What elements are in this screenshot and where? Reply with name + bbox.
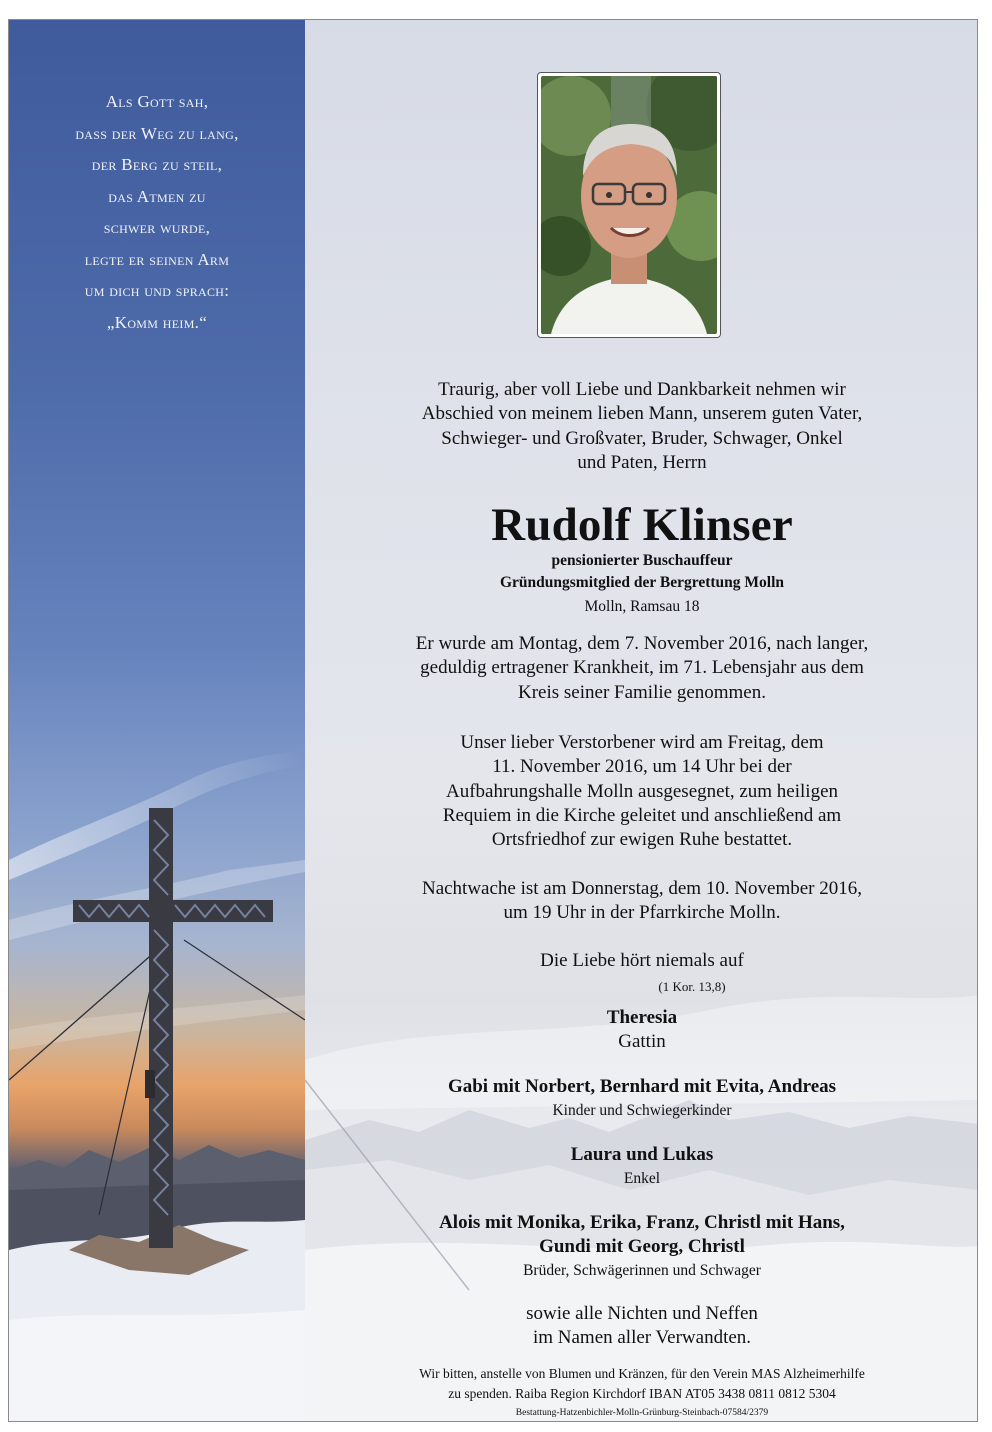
closing-text	[305, 1302, 978, 1351]
poem-line: um dich und sprach:	[84, 281, 230, 300]
mourner-name: Theresia	[606, 1007, 678, 1028]
death-text	[305, 632, 978, 705]
mourner-relation: Enkel	[623, 1170, 661, 1187]
intro-line: Traurig, aber voll Liebe und Dankbarkeit nehmen wir	[438, 379, 846, 400]
mourner-name: Gundi mit Georg, Christl	[539, 1236, 745, 1257]
poem-line: legte er seinen Arm	[84, 249, 230, 269]
poem-line: „Komm heim.“	[106, 312, 208, 332]
deceased-membership: Gründungsmitglied der Bergrettung Molln	[499, 574, 785, 591]
funeral-line: Ortsfriedhof zur ewigen Ruhe bestattet.	[491, 829, 793, 851]
closing-line: im Namen aller Verwandten.	[532, 1327, 752, 1349]
mourner-name: Gabi mit Norbert, Bernhard mit Evita, Andreas	[447, 1076, 837, 1097]
donation-text	[305, 1364, 978, 1404]
funeral-line: Requiem in die Kirche geleitet und anschließend am	[442, 804, 842, 826]
poem-line: der Berg zu steil,	[91, 155, 223, 174]
funeral-text	[305, 731, 978, 852]
mourner-relation: Brüder, Schwägerinnen und Schwager	[523, 1262, 761, 1279]
intro-line: Abschied von meinem lieben Mann, unserem guten Vater,	[421, 403, 863, 425]
funeral-line: Unser lieber Verstorbener wird am Freitag, dem	[460, 732, 824, 753]
death-line: Er wurde am Montag, dem 7. November 2016, nach langer,	[415, 633, 869, 654]
mourner-name: Laura und Lukas	[570, 1144, 714, 1165]
obituary-card	[8, 19, 978, 1422]
poem-line: schwer wurde,	[103, 218, 211, 237]
mourner-relation: Kinder und Schwiegerkinder	[552, 1102, 732, 1119]
mourner-relation: Gattin	[618, 1031, 666, 1052]
poem	[9, 86, 305, 338]
death-line: Kreis seiner Familie genommen.	[518, 681, 766, 703]
poem-line: dass der Weg zu lang,	[75, 123, 239, 143]
vigil-text	[305, 877, 978, 926]
portrait-photo	[537, 72, 721, 338]
undertaker-footer: Bestattung-Hatzenbichler-Molln-Grünburg-Steinbach-07584/2379	[515, 1408, 769, 1418]
deceased-occupation: pensionierter Buschauffeur	[551, 552, 733, 569]
intro-line: Schwieger- und Großvater, Bruder, Schwager, Onkel	[441, 427, 843, 449]
intro-line: und Paten, Herrn	[577, 451, 707, 473]
summit-cross-sidebar	[9, 20, 305, 1422]
mourner-name: Alois mit Monika, Erika, Franz, Christl mit Hans,	[439, 1212, 845, 1233]
vigil-line: Nachtwache ist am Donnerstag, dem 10. November 2016,	[421, 878, 863, 899]
deceased-address: Molln, Ramsau 18	[584, 598, 700, 615]
closing-line: sowie alle Nichten und Neffen	[526, 1303, 758, 1324]
bible-quote: Die Liebe hört niemals auf	[540, 950, 744, 971]
portrait-image	[541, 76, 717, 334]
vigil-line: um 19 Uhr in der Pfarrkirche Molln.	[503, 902, 781, 924]
intro-text	[305, 378, 978, 475]
funeral-line: Aufbahrungshalle Molln ausgesegnet, zum heiligen	[445, 780, 839, 802]
donation-line: zu spenden. Raiba Region Kirchdorf IBAN AT05 3438 0811 0812 5304	[448, 1386, 836, 1401]
funeral-line: 11. November 2016, um 14 Uhr bei der	[492, 756, 792, 778]
donation-line: Wir bitten, anstelle von Blumen und Kränzen, für den Verein MAS Alzheimerhilfe	[419, 1366, 865, 1381]
bible-reference: (1 Kor. 13,8)	[658, 979, 726, 994]
death-line: geduldig ertragener Krankheit, im 71. Lebensjahr aus dem	[420, 657, 864, 679]
obituary-content	[305, 20, 978, 1422]
poem-line: das Atmen zu	[108, 186, 206, 206]
poem-line: Als Gott sah,	[105, 92, 209, 111]
deceased-name: Rudolf Klinser	[491, 499, 793, 551]
